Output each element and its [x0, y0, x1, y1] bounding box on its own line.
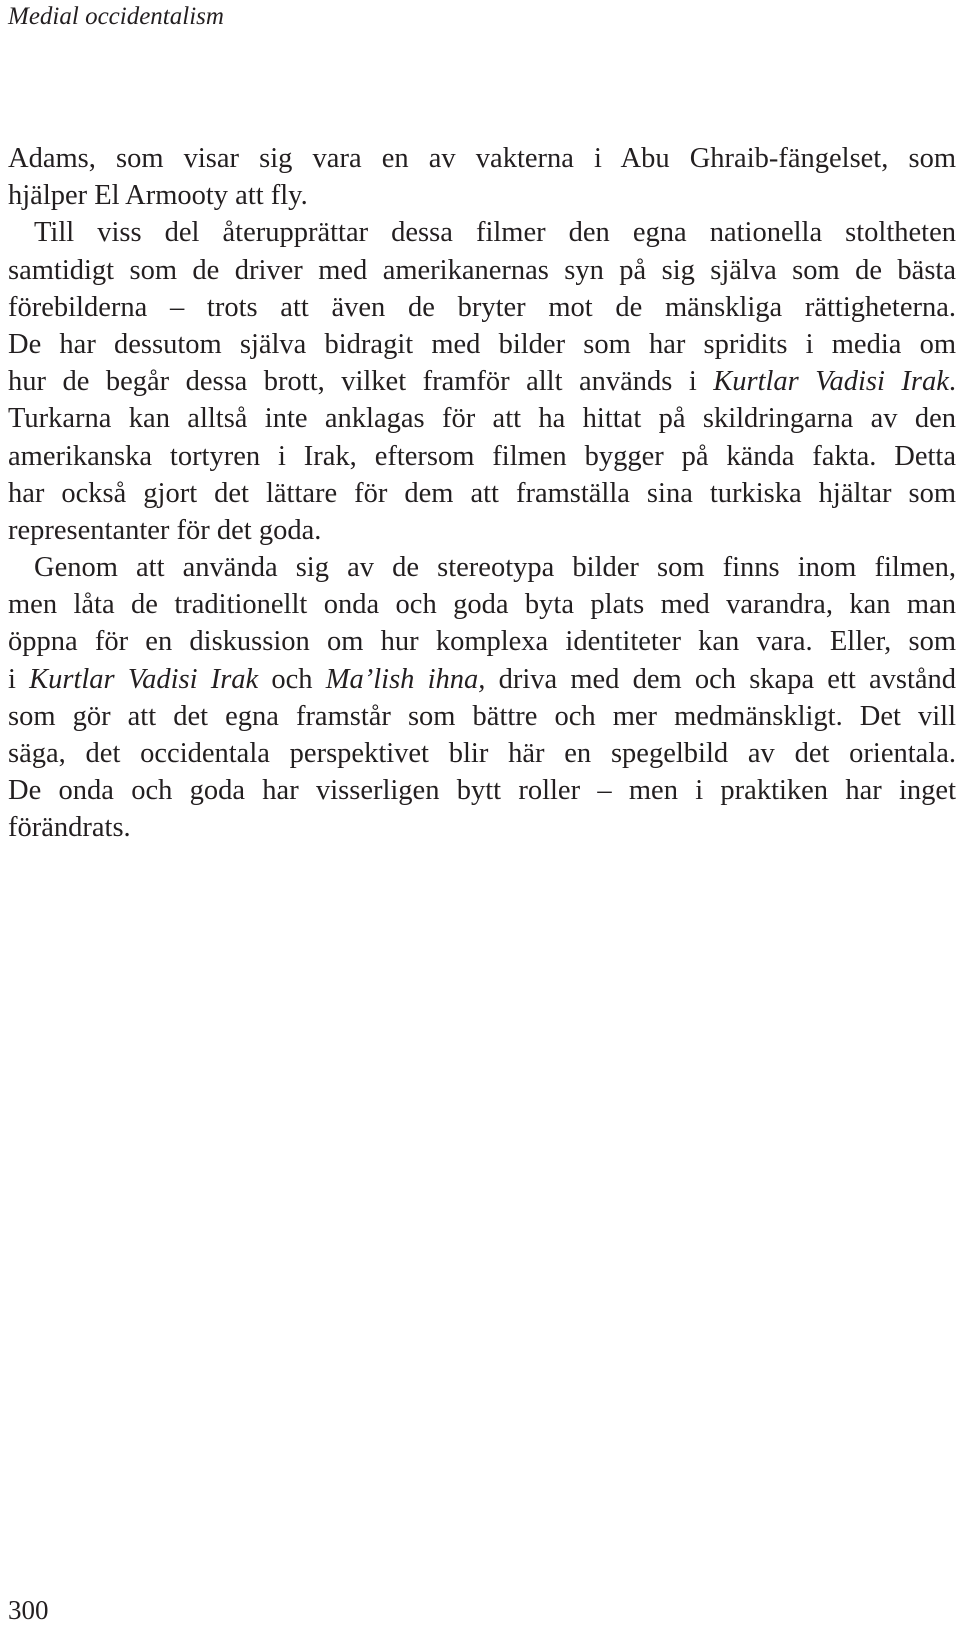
text-span: Adams, som visar sig vara en av vakterna i Abu Ghraib-fängelset, som [8, 143, 956, 174]
text-line [8, 809, 956, 846]
text-line [8, 400, 956, 437]
text-line [8, 586, 956, 623]
text-span: Genom att använda sig av de stereotypa bilder som finns inom filmen, [34, 552, 956, 584]
text-span: i [8, 663, 30, 695]
text-line [8, 549, 956, 586]
text-line [8, 252, 956, 289]
text-span: amerikanska tortyren i Irak, eftersom filmen bygger på kända fakta. Detta [8, 440, 956, 472]
text-span: representanter för det goda. [8, 514, 322, 546]
page-number: 300 [8, 1595, 49, 1625]
text-line [8, 363, 956, 400]
text-span: hjälper El Armooty att fly. [8, 180, 308, 212]
text-line [8, 512, 956, 549]
text-span: De har dessutom själva bidragit med bilder som har spridits i media om [8, 328, 956, 360]
text-line [8, 661, 956, 698]
body-text [8, 140, 956, 847]
text-line [8, 289, 956, 326]
text-span: . [948, 366, 957, 398]
text-span: hur de begår dessa brott, vilket framför allt används i [8, 366, 714, 398]
text-span: förebilderna – trots att även de bryter mot de mänskliga rättigheterna. [8, 291, 956, 323]
text-line [8, 772, 956, 809]
text-span: säga, det occidentala perspektivet blir här en spegelbild av det orientala. [8, 738, 956, 769]
text-span: driva med dem och skapa ett avstånd [485, 663, 957, 695]
text-line [8, 698, 956, 735]
text-line [8, 326, 956, 363]
text-span: De onda och goda har visserligen bytt roller – men i praktiken har inget [8, 775, 956, 807]
film-title: Kurtlar Vadisi Irak [29, 663, 259, 695]
text-span: öppna för en diskussion om hur komplexa identiteter kan vara. Eller, som [8, 626, 956, 658]
text-span: Turkarna kan alltså inte anklagas för att ha hittat på skildringarna av den [8, 403, 956, 435]
text-span: som gör att det egna framstår som bättre och mer medmänskligt. Det vill [8, 700, 956, 732]
text-line [8, 475, 956, 512]
text-line [8, 214, 956, 251]
running-header: Medial occidentalism [8, 3, 224, 30]
film-title: Ma’lish ihna, [325, 663, 486, 695]
text-span: samtidigt som de driver med amerikanernas syn på sig själva som de bästa [8, 254, 956, 286]
text-span: förändrats. [8, 812, 131, 844]
text-line [8, 623, 956, 660]
text-span: Till viss del återupprättar dessa filmer den egna nationella stoltheten [34, 217, 956, 249]
text-line [8, 735, 956, 772]
film-title: Kurtlar Vadisi Irak [713, 366, 949, 398]
text-span: men låta de traditionellt onda och goda byta plats med varandra, kan man [8, 589, 956, 621]
text-span: har också gjort det lättare för dem att framställa sina turkiska hjältar som [8, 477, 956, 509]
text-span: och [258, 663, 326, 695]
text-line [8, 177, 956, 214]
text-line [8, 140, 956, 177]
text-line [8, 438, 956, 475]
